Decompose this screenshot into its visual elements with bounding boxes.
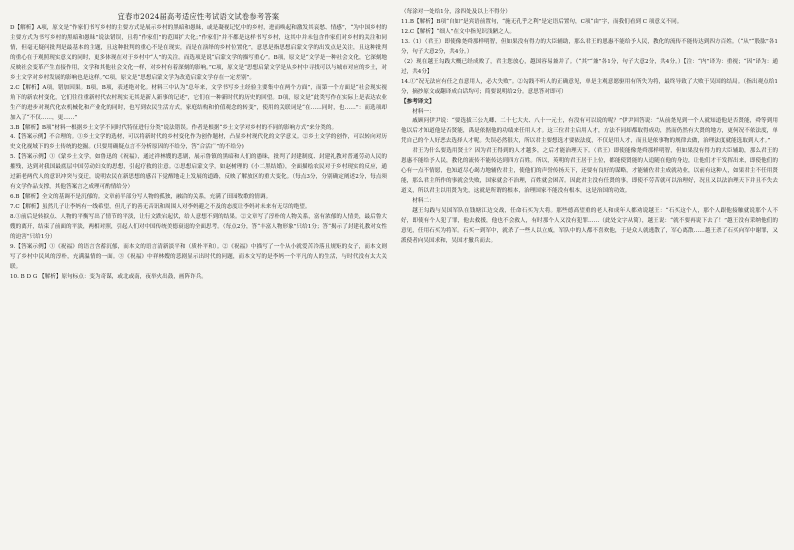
page-title: 宜春市2024届高考适应性考试语文试卷参考答案 xyxy=(117,12,280,21)
answer-10: 10. B D G 【解析】原句标点：变为奇谋，或北或南，夜举火出鼓，画阵诈兵。 xyxy=(10,273,207,280)
answer-3: 3.B【解析】B项“材料一根据乡土文学不同时代特征进行分类”说法错误。作者是根据“乡土文学对乡村的不同的影响方式”来分类的。 xyxy=(10,124,338,131)
answer-2: 2.C【解析】A项，错加因果。B项，B项，表述绝对化。材料三中认为“总年来，文学书写乡土经验主要集中在两个方面”，而第一个方面是“社会现实视角下的新农村变化，它们往往重新村代农村现实无其是新人新事的记述”，它们在一种新时代的历史的回望。D项，原文是“此类写作在实际上是表达农业生产的进步对现代化农机械化和产业化的同时，也写到农民生活方式，家庭结构和价值观念的转变”，使用的关联词是“在……同时，也……”：而选项却加入了“不仅……，更……” xyxy=(10,84,387,121)
answer-14: 14.①“况无法应有任之直意用人，必大失败”。②勾践不听人的正确意见，单是主观意愿驱用有所失为将，最终导致了大败于吴国的结局。（指出观点给1分，摘抄原文或翻译成白话均可；简要说明给2分。意思答对即可） xyxy=(401,78,778,95)
answer-13-1: 13.（1）（君王）即使像尧舜那样明智，但如果没有得力的大臣辅助，那么君王的恩惠不能给予人民，教化的流传不能传达到四方百姓。（“从”“股肱”各1分，句子大意2分，共4分。） xyxy=(401,38,778,55)
material-2-label: 材料二： xyxy=(412,198,435,205)
answer-10-scoring: （每涂对一处给1分，涂四处及以上不得分） xyxy=(401,9,511,15)
material-1-para-1: 戚顾问伊尹说：“要选拔三公九卿、二十七大夫、八十一元士，有没有可以说的呢？”伊尹回答说：“从前尧见到一个人就知道他是否贤能，舜等到用他以后才知道他是否贤能，禹是依据他的功绩来任用人才。这三位君主启用人才，方法不同却都取得成功，然而仍然有大贤的地方，更何况不依法度，单凭自己的个人好恶去选择人才呢。失误必然很大，所以君主要想选才要依法度，不仅是用人才，而且是依事物的规律去做，治理法度就能选取到人才。” xyxy=(401,118,778,145)
answer-12: 12.C【解析】“细人”在文中指见识浅陋之人。 xyxy=(401,28,515,35)
answer-4: 4.【答案示例】不合理的。①乡土文学的选材，可以将新时代的乡村变化作为创作题材，凸显乡村现代化的文学意义。②乡土文学的创作，可以转向对历史文化视域下的乡土传统的挖掘。(只要用确疑点言不分析原因的不给分，答“合活广”的不给分) xyxy=(10,134,387,151)
material-2-para-1: 越王勾践与吴国军队在钱塘江边交战，任命石买为大将。那些德高望重的老人和成年人都劝说越王：“石买这个人，那个人跟他接触就说那个人不好，即使有个人犯了罪，他去救援，他也不会救人，有时那个人又没有犯罪……（此处文字从简），越王说：“就不要再说下去了！”越王没有采纳他们的意见，任用石买为将军。石买一到军中，就杀了一些人以立威，军队中的人都不喜欢他，于是众人就逃散了，军心离散……越王杀了石买向军中谢罪，又派使者向吴国求和，吴国才撤兵而去。 xyxy=(401,208,778,244)
answer-1: D【解析】A项，原文是“作家们书写乡村的主要方式是展示乡村的黑暗和愚昧，或是凝视记忆中的乡村，进而唤起和激发其哀愁、情感”，“为中国乡村的主要方式为书写乡村的黑暗和愚昧”说法错误，且将“作家们”的范围扩大化；”作家们”并不都是这样书写乡村，这其中并未包含作家们对乡村的关注和同情，但毫无疑问批判是最基本的主题，且这种批判的重心不是在现实，而是在演绎的乡村位置化”，意思是指思想启蒙文学的出发点是关注，且这种批判的重心在于观照现实意义的同时，更多体现在对于乡村中“人”的关注。而选项是说“启蒙文学的描写重心”。B项，原文是“文学是一种社会文化，它深刻地反映社会变革产生直接作用，文学和其他社会文化一样，对乡村有着深刻的影响。”C项，原文是“思想启蒙文学是从乡村中寻找可以与城市对应的乡土，对乡土文学对乡村发展的影响也是这样。”C项，原文是“思想启蒙文学为改造启蒙文学存在一定差别”。 xyxy=(10,25,387,81)
translation-heading: 【参考译文】 xyxy=(401,98,435,105)
answer-6: 6.B【解析】全文的基调不是沉郁的。文章前半部分写人物的孤独，融洽的关系，充满了田园牧歌的情调。 xyxy=(10,194,272,201)
material-1-para-2: 君王为什么要选用贤士？因为君王得到的人才越多，之后才能治理天下。（君王）即使能像尧舜那样明智，但如果没有得力的大臣辅助，那么君王的恩惠不能给予人民，教化的流传不能传达到四方百姓。所以，英明的君王居于上位，都能使贤能的人追随在他的身边，让他们才干发挥出来，即使他们的心有一点不情愿，也知道尽心竭力地辅佐君主，使他们的声誉传扬天下，还要有良好的谋略，才能辅佐君主成就功业，以前有这种人，如果君主不任用贤能，那么君主所作的事就会失败，国家就会不治理，百姓就会困苦。因此君主没有任贤的事，即使不劳苦就可以治理好，况且又以法治理天下并且不失去道义，所以君主以用贤为先，这就是所谓的根本，治理国家不能没有根本，这是治国的功效。 xyxy=(401,148,778,195)
answer-9: 9.【答案示例】①《祝福》的语言含蓄沉郁，而本文的语言清新淡平和（质朴平和）。②《祝福》中描写了一个从小就爱苦冷落且规矩的女子，而本文则写了乡村中民风的淳朴，充满温情的一面。③《祝福》中祥林嫂的悲剧显示出时代的问题，而本文写的是李妈一个平凡的人的生活，与时代没有太大关联。 xyxy=(10,243,387,270)
left-column xyxy=(10,8,387,550)
answer-11: 11.B【解析】B项“自如”是宾语前置句，“施无孔乎之利”是定语后置句，C项“由”字，而我们看到 C 项意义不同。 xyxy=(401,18,683,25)
answer-5: 5.【答案示例】①《蒙乡土文学，如鲁迅的《祝福》，通过祥林嫂的悲剧，展示鲁镇的黑暗和人们的愚昧，批判了封建制度、封建礼教对普通劳动人民的摧残，达到对我国最底层中国劳动妇女的思想，引起疗救的注意。②思想启蒙文学，如赵树理的《小二黑结婚》，全面描绘农民对于乡村现实的反应，通过新老两代人的意识冲突与变迁，说明农民在新思想的感召下觉醒地走上发展的道路，反映了解放区的重大变化。（每点3分，分别确定阐述2分，每点须有文学作品支撑，其他答案言之成理可酌情给分） xyxy=(10,154,387,191)
answer-8: 8.①前后是转捩点、人物的平衡写出了情节的平淡，让行文跌宕起伏，给人意想不到的结果。②文章写了淳朴的人物关系，富有浓郁的人情美，最后鲁大嫂的离开，结束了前面的平淡，两相对照，引起人们对中国传统美德衰退的全面思考。（每点2分，答“丰富人物形象”只给1分；答“揭示了封建礼教对女性的迫害”只给1分） xyxy=(10,214,387,241)
answer-7: 7.C【解析】虽然儿子让李妈有一线希望，但儿子的善无音讯和周围人对李妈避之不及的态度让李妈对未来有无尽的绝望。 xyxy=(10,204,311,211)
answer-13-2: （2）现在越王勾践大概已经成败了，君主您放心，越国容易兼并了。（“其”“兼”各1分，句子大意2分，共4分。）【注：“内”译为：重视；“因”译为：通过，共4分】 xyxy=(401,58,778,75)
right-column xyxy=(401,8,778,550)
material-1-label: 材料一： xyxy=(412,108,435,115)
